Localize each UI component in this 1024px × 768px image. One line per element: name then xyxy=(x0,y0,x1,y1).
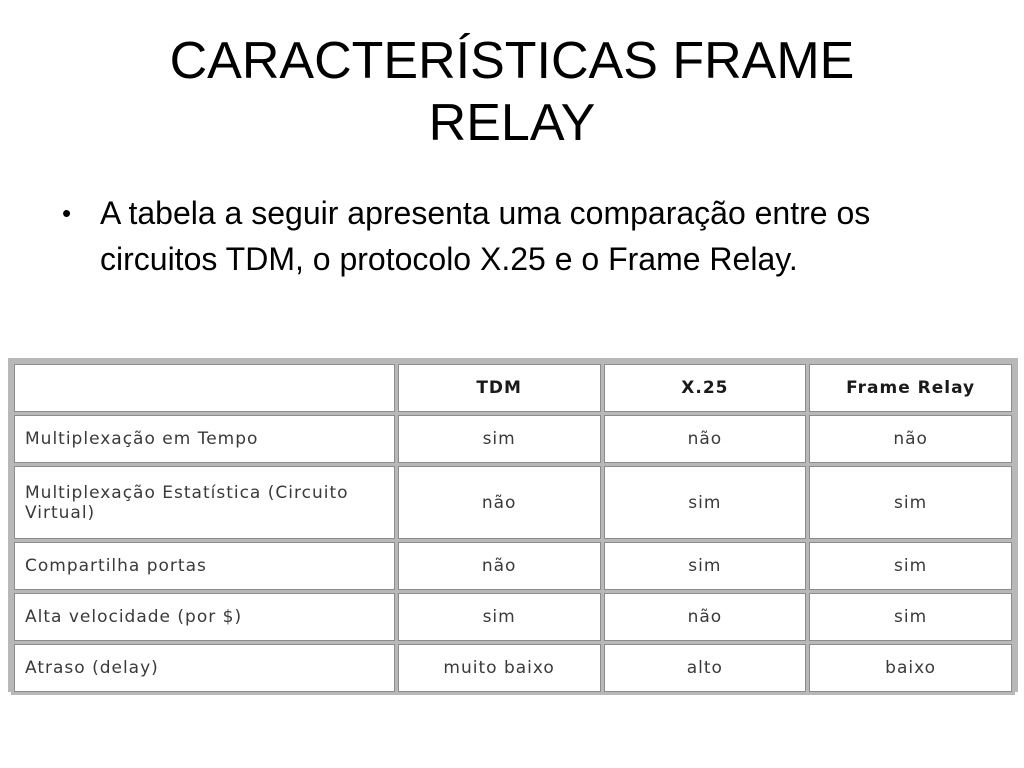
table-row xyxy=(14,466,1012,539)
feature-cell: Multiplexação Estatística (Circuito Virtual) xyxy=(14,466,395,539)
x25-cell: não xyxy=(604,593,807,641)
frame-relay-cell: sim xyxy=(809,466,1012,539)
feature-cell: Atraso (delay) xyxy=(14,644,395,692)
frame-relay-cell: sim xyxy=(809,593,1012,641)
x25-cell: sim xyxy=(604,466,807,539)
x25-cell: sim xyxy=(604,542,807,590)
header-cell-empty xyxy=(14,364,395,412)
comparison-table-frame xyxy=(8,358,1018,692)
bullet-dot-icon: • xyxy=(62,198,72,228)
table-row xyxy=(14,415,1012,463)
x25-cell: não xyxy=(604,415,807,463)
tdm-cell: sim xyxy=(398,415,601,463)
tdm-cell: sim xyxy=(398,593,601,641)
header-cell-x25: X.25 xyxy=(604,364,807,412)
tdm-cell: não xyxy=(398,466,601,539)
feature-cell: Compartilha portas xyxy=(14,542,395,590)
feature-cell: Multiplexação em Tempo xyxy=(14,415,395,463)
table-row xyxy=(14,542,1012,590)
bullet-text: A tabela a seguir apresenta uma comparação entre os circuitos TDM, o protocolo X.25 e o Frame Relay. xyxy=(100,195,871,277)
bullet-item xyxy=(62,190,962,282)
x25-cell: alto xyxy=(604,644,807,692)
header-cell-frame-relay: Frame Relay xyxy=(809,364,1012,412)
tdm-cell: muito baixo xyxy=(398,644,601,692)
table-header-row xyxy=(14,364,1012,412)
comparison-table xyxy=(11,361,1015,695)
slide-title xyxy=(0,30,1024,154)
header-cell-tdm: TDM xyxy=(398,364,601,412)
feature-cell: Alta velocidade (por $) xyxy=(14,593,395,641)
table-row xyxy=(14,644,1012,692)
frame-relay-cell: sim xyxy=(809,542,1012,590)
table-row xyxy=(14,593,1012,641)
slide-title-line-2: RELAY xyxy=(428,94,596,152)
frame-relay-cell: baixo xyxy=(809,644,1012,692)
frame-relay-cell: não xyxy=(809,415,1012,463)
tdm-cell: não xyxy=(398,542,601,590)
slide-title-line-1: CARACTERÍSTICAS FRAME xyxy=(169,32,855,90)
